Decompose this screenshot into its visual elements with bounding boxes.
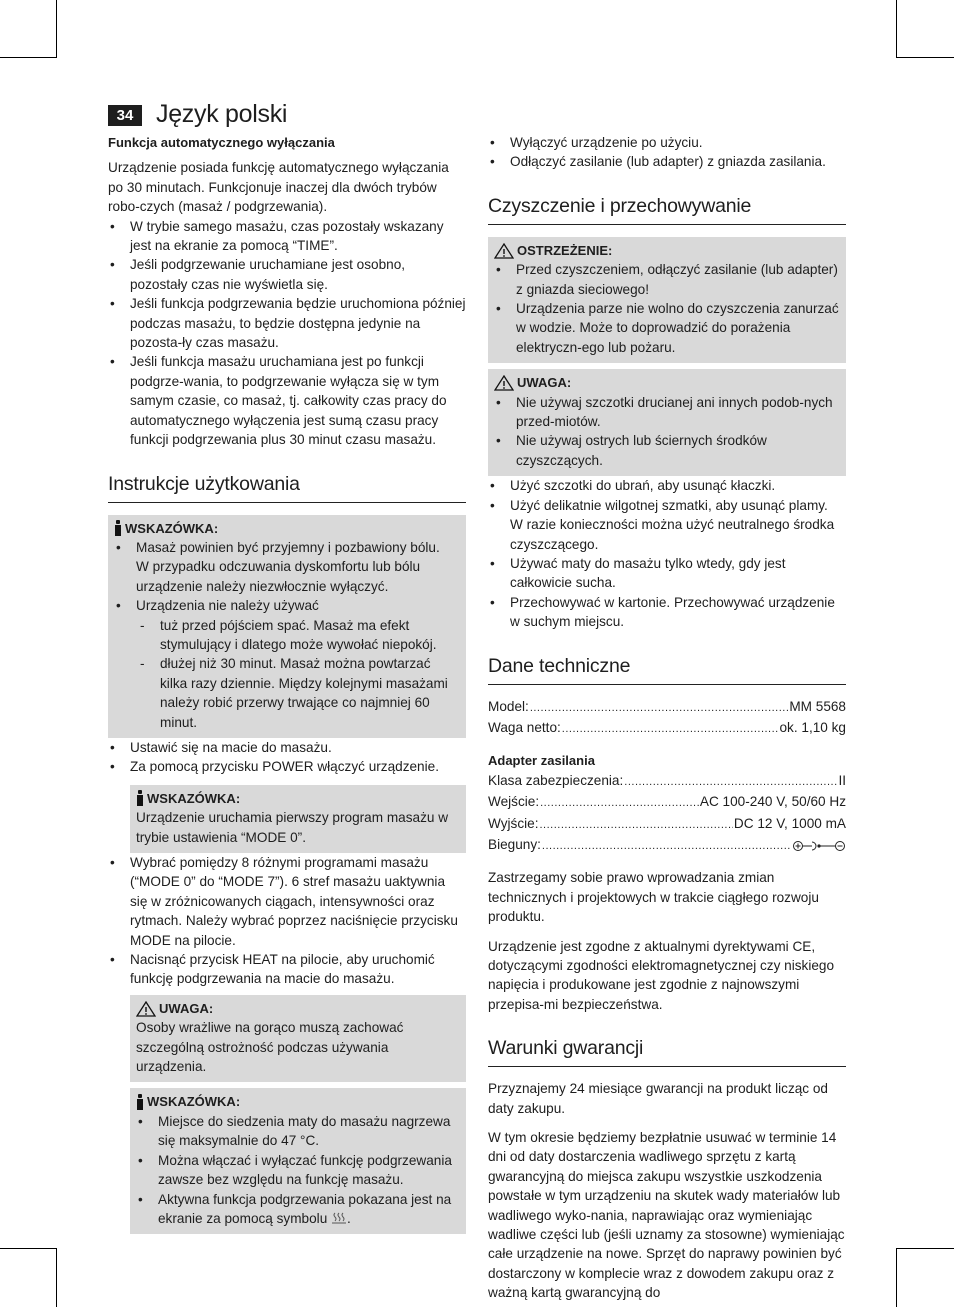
note-title-text: WSKAZÓWKA: [147, 790, 241, 806]
list-item: • Jeśli funkcja masażu uruchamiana jest po funkcji podgrze-wania, to podgrzewanie wyłącza się w tym samym czasie, co masaż, tj. całkowity czas pracy do automatycznego wyłączenia jest sumą czasu pracy funkcji podgrzewania plus 30 minut czasu masażu. [108, 352, 466, 449]
section-heading-cleaning: Czyszczenie i przechowywanie [488, 194, 846, 225]
note-list [136, 1112, 460, 1228]
warning-box [488, 369, 846, 476]
warning-triangle-icon [494, 375, 514, 391]
info-icon [136, 789, 144, 807]
list-item [488, 496, 846, 554]
list-item-line: • Masaż powinien być przyjemny i pozbawiony bólu. [136, 539, 440, 555]
list-item [114, 596, 460, 732]
spec-value: MM 5568 [789, 698, 846, 714]
list-item [114, 538, 460, 596]
list-item-line: W przypadku odczuwania dyskomfortu lub bólu urządzenie należy niezwłocznie wyłączyć. [136, 559, 421, 594]
list-item-end: . [347, 1210, 351, 1226]
section-heading-warranty: Warunki gwarancji [488, 1036, 846, 1067]
list-item: • Miejsce do siedzenia maty do masażu nagrzewa się maksymalnie do 47 °C. [136, 1112, 460, 1151]
spec-label: Klasa zabezpieczenia: [488, 772, 624, 788]
auto-off-intro: Urządzenie posiada funkcję automatycznego wyłączania po 30 minutach. Funkcjonuje inaczej dla dwóch trybów robo-czych (masaż / podgrzewania). [108, 160, 449, 215]
usage-list-a [108, 738, 466, 777]
warning-title-text: OSTRZEŻENIE: [517, 242, 613, 258]
list-item: • Użyć szczotki do ubrań, aby usunąć kłaczki. [488, 476, 846, 495]
list-item: • W trybie samego masażu, czas pozostały wskazany jest na ekranie za pomocą “TIME”. [108, 217, 466, 256]
page-header [108, 97, 287, 133]
spec-row-output [488, 814, 846, 835]
adapter-title: Adapter zasilania [488, 753, 595, 769]
info-icon [136, 1093, 144, 1111]
spec-label: Wejście: [488, 794, 540, 810]
list-item: • Przechowywać w kartonie. Przechowywać urządzenie w suchym miejscu. [488, 593, 846, 632]
note-title [136, 789, 460, 808]
page-number: 34 [108, 105, 142, 126]
crop-mark [0, 1248, 57, 1249]
crop-mark [896, 57, 954, 58]
spec-label: Wyjście: [488, 815, 539, 831]
dot-leader [540, 794, 699, 813]
warning-title [494, 373, 840, 392]
list-item-text: Aktywna funkcja podgrzewania pokazana jest na ekranie za pomocą symbolu [158, 1191, 452, 1226]
spec-value: DC 12 V, 1000 mA [733, 815, 846, 831]
spec-value: II [838, 772, 846, 788]
usage-list-b [108, 853, 466, 989]
heat-symbol-icon [331, 1212, 347, 1224]
warning-triangle-icon [494, 243, 514, 259]
cleaning-list [488, 476, 846, 631]
crop-mark [56, 0, 57, 58]
list-item: • Nie używaj szczotki drucianej ani innych podob-nych przed-miotów. [494, 393, 840, 432]
warning-list [494, 260, 840, 357]
list-item: • Nacisnąć przycisk HEAT na pilocie, aby uruchomić funkcję podgrzewania na macie do masażu. [108, 950, 466, 989]
crop-mark [56, 1248, 57, 1307]
tech-paragraph: Urządzenie jest zgodne z aktualnymi dyrektywami CE, dotyczącymi zgodności elektromagnetycznej czy niskiego napięcia i produkowane jest zgodnie z najnowszymi przepisa-mi bezpieczeństwa. [488, 938, 835, 1012]
dot-leader [542, 837, 791, 856]
list-item: • Używać maty do masażu tylko wtedy, gdy jest całkowicie sucha. [488, 554, 846, 593]
list-item-text: • Urządzenia nie należy używać [136, 598, 319, 614]
list-item: • Przed czyszczeniem, odłączyć zasilanie (lub adapter) z gniazda sieciowego! [494, 260, 840, 299]
warning-title [136, 999, 460, 1018]
crop-mark [0, 57, 57, 58]
tech-paragraph: Zastrzegamy sobie prawo wprowadzania zmian technicznych i projektowych w trakcie ciągłego rozwoju produktu. [488, 870, 819, 925]
list-item: • Odłączyć zasilanie (lub adapter) z gniazda zasilania. [488, 152, 846, 171]
warning-list [494, 393, 840, 471]
list-item: • Za pomocą przycisku POWER włączyć urządzenie. [108, 757, 466, 776]
warning-title-text: UWAGA: [159, 1000, 214, 1016]
dot-leader [530, 699, 789, 718]
sub-list-item: - tuż przed pójściem spać. Masaż ma efekt stymulujący i dlatego może wywołać niepokój. [136, 616, 460, 655]
spec-label: Waga netto: [488, 719, 561, 735]
warning-title [494, 241, 840, 260]
note-list [114, 538, 460, 732]
note-box [130, 785, 466, 853]
list-item-line: W razie konieczności można użyć neutralnego środka czyszczącego. [510, 517, 835, 552]
list-item: • Wyłączyć urządzenie po użyciu. [488, 133, 846, 152]
spec-row-input [488, 792, 846, 813]
section-heading-usage: Instrukcje użytkowania [108, 472, 466, 503]
warning-title-text: UWAGA: [517, 375, 572, 391]
note-title-text: WSKAZÓWKA: [125, 520, 219, 536]
list-item: • Jeśli podgrzewanie uruchamiane jest osobno, pozostały czas nie wyświetla się. [108, 255, 466, 294]
section-heading-tech: Dane techniczne [488, 654, 846, 685]
polarity-symbol-icon [792, 840, 846, 852]
top-list [488, 133, 846, 172]
crop-mark [896, 1248, 897, 1307]
list-item: • Można włączać i wyłączać funkcję podgrzewania zawsze bez względu na funkcję masażu. [136, 1151, 460, 1190]
auto-off-title: Funkcja automatycznego wyłączania [108, 135, 335, 150]
spec-row-model [488, 697, 846, 718]
sub-list-item: - dłużej niż 30 minut. Masaż można powtarzać kilka razy dziennie. Między kolejnymi masażami należy robić przerwy trwające co najmniej 60 minut. [136, 654, 460, 732]
warranty-paragraph: W tym okresie będziemy bezpłatnie usuwać w terminie 14 dni od daty dostarczenia wadliwego sprzętu z kartą gwarancyjną do miejsca zakupu wszystkie uszkodzenia powstałe w tym urządzeniu na skutek wady materiałów lub wadliwego wyko-nania, naprawiając oraz wymieniając wadliwe części lub (jeśli uznamy za stosowne) wymieniając całe urządzenie na nowe. Sprzęt do naprawy powinien być dostarczony w komplecie wraz z dowodem zakupu oraz z ważną kartą gwarancyjną do [488, 1130, 845, 1301]
warning-box [488, 237, 846, 363]
right-column [488, 133, 846, 1303]
spec-value: ok. 1,10 kg [779, 719, 846, 735]
spec-row-poles [488, 835, 846, 856]
list-item [136, 1190, 460, 1229]
crop-mark [896, 0, 897, 58]
note-title [136, 1092, 460, 1111]
left-column [108, 133, 466, 1234]
note-box [130, 1088, 466, 1234]
spec-row-weight [488, 718, 846, 739]
warning-box [130, 995, 466, 1083]
list-item: • Wybrać pomiędzy 8 różnymi programami masażu (“MODE 0” do “MODE 7”). 6 stref masażu uaktywnia się w zróżnicowanych ciągach, intensywności oraz rytmach. Należy wybrać poprzez naciśnięcie przycisku MODE na pilocie. [108, 853, 466, 950]
list-item-line: • Użyć delikatnie wilgotnej szmatki, aby usunąć plamy. [510, 497, 828, 513]
dot-leader [539, 816, 732, 835]
note-text: Urządzenie uruchamia pierwszy program masażu w trybie ustawienia “MODE 0”. [136, 810, 449, 845]
list-item: • Nie używaj ostrych lub ściernych środków czyszczących. [494, 431, 840, 470]
warning-text: Osoby wrażliwe na gorąco muszą zachować szczególną ostrożność podczas używania urządzenia. [136, 1020, 404, 1075]
dot-leader [562, 720, 779, 739]
list-item: • Ustawić się na macie do masażu. [108, 738, 466, 757]
auto-off-list [108, 217, 466, 450]
spec-label: Bieguny: [488, 836, 541, 852]
spec-label: Model: [488, 698, 529, 714]
crop-mark [896, 1248, 954, 1249]
spec-value: AC 100-240 V, 50/60 Hz [699, 794, 846, 810]
list-item: • Urządzenia parze nie wolno do czyszczenia zanurzać w wodzie. Może to doprowadzić do porażenia elektryczn-ego lub pożaru. [494, 299, 840, 357]
dot-leader [624, 773, 837, 792]
info-icon [114, 519, 122, 537]
sub-list [136, 616, 460, 732]
list-item: • Jeśli funkcja podgrzewania będzie uruchomiona później podczas masażu, to będzie dostępna jedynie na pozosta-ły czas masażu. [108, 294, 466, 352]
warranty-paragraph: Przyznajemy 24 miesiące gwarancji na produkt licząc od daty zakupu. [488, 1081, 828, 1116]
note-title [114, 519, 460, 538]
warning-triangle-icon [136, 1001, 156, 1017]
note-title-text: WSKAZÓWKA: [147, 1094, 241, 1110]
page-title: Język polski [156, 100, 288, 129]
note-box [108, 515, 466, 738]
spec-row-class [488, 771, 846, 792]
